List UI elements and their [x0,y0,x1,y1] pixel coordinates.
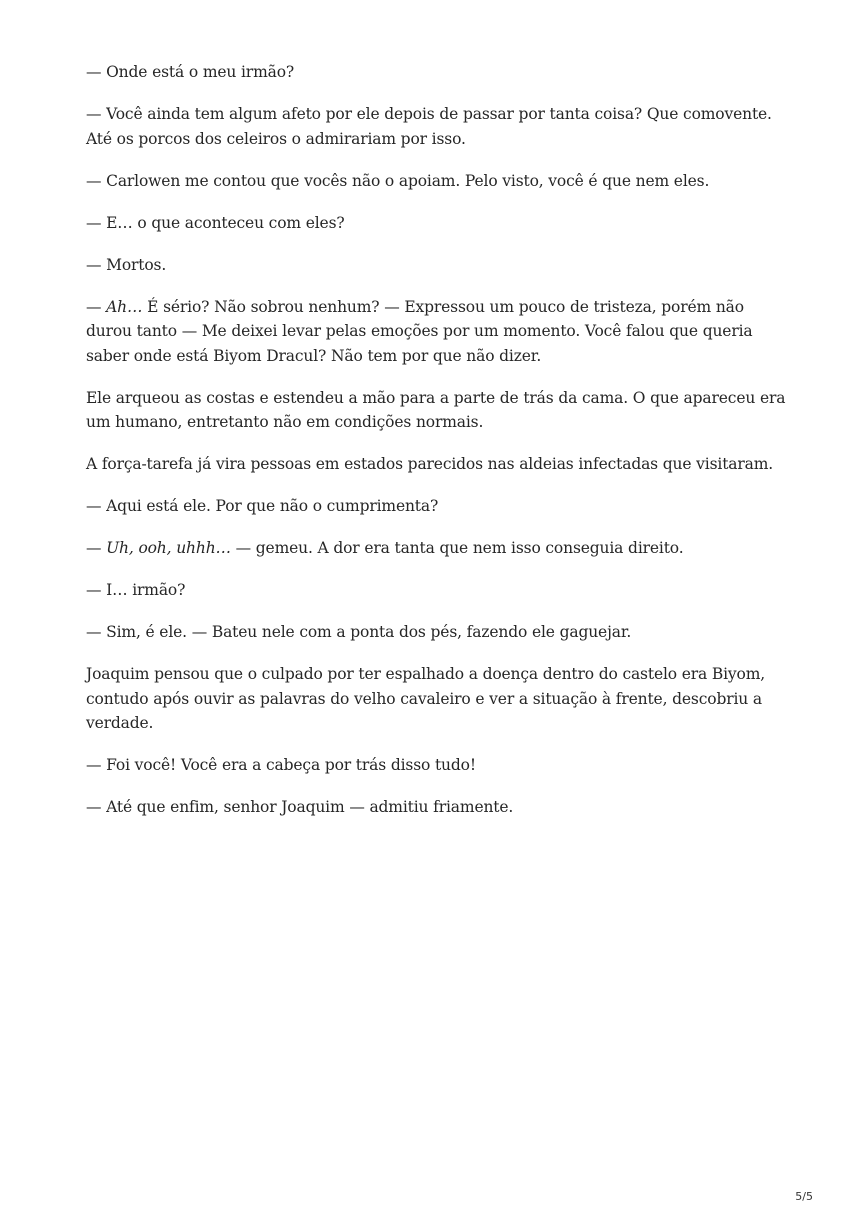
paragraph-6-prefix: — [86,297,107,316]
page-number: 5/5 [795,1190,813,1203]
paragraph-4: — E… o que aconteceu com eles? [86,213,345,232]
document-body [86,60,786,837]
paragraph-3: — Carlowen me contou que vocês não o apoiam. Pelo visto, você é que nem eles. [86,171,710,190]
paragraph-7: Ele arqueou as costas e estendeu a mão para a parte de trás da cama. O que apareceu era um humano, entretanto não em condições normais. [86,388,786,431]
paragraph-6-italic: Ah… [106,297,143,316]
paragraph-10-prefix: — [86,539,107,557]
paragraph-10 [86,536,786,561]
paragraph-6-text: É sério? Não sobrou nenhum? — Expressou um pouco de tristeza, porém não durou tanto — Me deixei levar pelas emoções por um momento. Você falou que queria saber onde está Biyom Dracul? Não tem por que não dizer. [86,297,753,365]
paragraph-15: — Até que enfim, senhor Joaquim — admitiu friamente. [86,798,514,816]
paragraph-11: — I… irmão? [86,581,186,599]
paragraph-10-italic: Uh, ooh, uhhh… [106,539,231,557]
paragraph-13: Joaquim pensou que o culpado por ter espalhado a doença dentro do castelo era Biyom, contudo após ouvir as palavras do velho cavaleiro e ver a situação à frente, descobriu a verdade. [86,665,766,732]
paragraph-10-text: — gemeu. A dor era tanta que nem isso conseguia direito. [230,539,684,557]
paragraph-14: — Foi você! Você era a cabeça por trás disso tudo! [86,756,476,774]
paragraph-12: — Sim, é ele. — Bateu nele com a ponta dos pés, fazendo ele gaguejar. [86,623,632,641]
paragraph-1: — Onde está o meu irmão? [86,63,295,81]
paragraph-6 [86,295,786,369]
paragraph-2: — Você ainda tem algum afeto por ele depois de passar por tanta coisa? Que comovente. Até os porcos dos celeiros o admirariam por isso. [86,105,772,148]
paragraph-5: — Mortos. [86,255,167,274]
paragraph-9: — Aqui está ele. Por que não o cumprimenta? [86,497,439,515]
paragraph-8: A força-tarefa já vira pessoas em estados parecidos nas aldeias infectadas que visitaram. [86,455,774,473]
